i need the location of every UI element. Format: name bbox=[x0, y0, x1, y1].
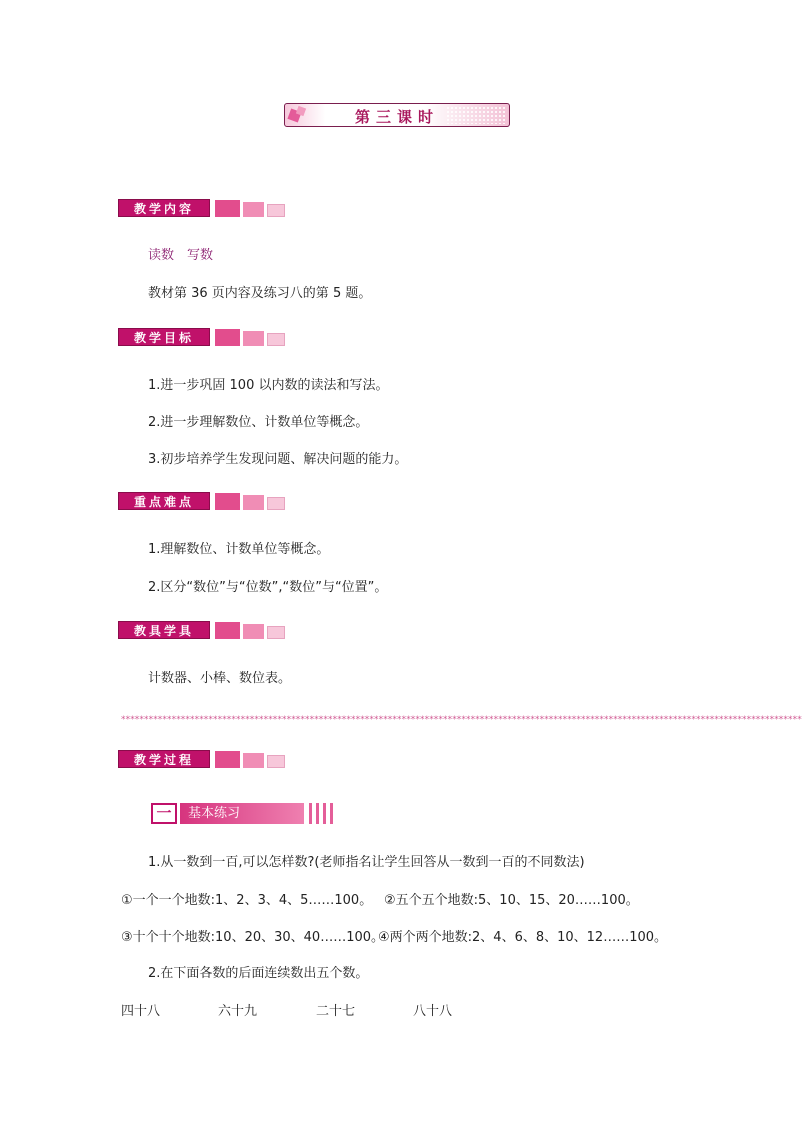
section-heading-label: 教具学具 bbox=[118, 621, 210, 639]
tools-line: 计数器、小棒、数位表。 bbox=[148, 671, 292, 686]
question-2: 2.在下面各数的后面连续数出五个数。 bbox=[148, 966, 369, 981]
counting-method: ③十个十个地数:10、20、30、40……100。 bbox=[121, 930, 385, 945]
heading-square-decoration bbox=[267, 204, 285, 217]
heading-square-decoration bbox=[267, 333, 285, 346]
number-word: 二十七 bbox=[316, 1004, 356, 1019]
section-heading-label: 重点难点 bbox=[118, 492, 210, 510]
section-heading-label: 教学过程 bbox=[118, 750, 210, 768]
section-heading-label: 教学内容 bbox=[118, 199, 210, 217]
number-word: 四十八 bbox=[121, 1004, 161, 1019]
stripe-decoration bbox=[323, 803, 326, 824]
number-word: 八十八 bbox=[413, 1004, 453, 1019]
heading-square-decoration bbox=[215, 622, 240, 639]
stripe-decoration bbox=[309, 803, 312, 824]
goal-item: 2.进一步理解数位、计数单位等概念。 bbox=[148, 415, 369, 430]
goal-item: 3.初步培养学生发现问题、解决问题的能力。 bbox=[148, 452, 408, 467]
keypoint-item: 1.理解数位、计数单位等概念。 bbox=[148, 542, 330, 557]
heading-square-decoration bbox=[267, 755, 285, 768]
lesson-title-banner bbox=[284, 103, 510, 127]
heading-square-decoration bbox=[243, 331, 264, 346]
heading-square-decoration bbox=[243, 624, 264, 639]
heading-square-decoration bbox=[243, 495, 264, 510]
section-heading-label: 教学目标 bbox=[118, 328, 210, 346]
heading-square-decoration bbox=[215, 329, 240, 346]
counting-method: ②五个五个地数:5、10、15、20……100。 bbox=[384, 893, 639, 908]
stripe-decoration bbox=[316, 803, 319, 824]
subsection-title: 基本练习 bbox=[180, 803, 304, 824]
heading-square-decoration bbox=[267, 626, 285, 639]
question-1: 1.从一数到一百,可以怎样数?(老师指名让学生回答从一数到一百的不同数法) bbox=[148, 855, 585, 870]
keypoint-item: 2.区分“数位”与“位数”,“数位”与“位置”。 bbox=[148, 580, 388, 595]
goal-item: 1.进一步巩固 100 以内数的读法和写法。 bbox=[148, 378, 389, 393]
heading-square-decoration bbox=[243, 202, 264, 217]
lesson-title: 第三课时 bbox=[354, 108, 439, 126]
heading-square-decoration bbox=[267, 497, 285, 510]
heading-square-decoration bbox=[215, 751, 240, 768]
counting-method: ①一个一个地数:1、2、3、4、5……100。 bbox=[121, 893, 373, 908]
number-word: 六十九 bbox=[218, 1004, 258, 1019]
heading-square-decoration bbox=[243, 753, 264, 768]
subsection-heading-basic-practice bbox=[151, 803, 334, 824]
counting-method: ④两个两个地数:2、4、6、8、10、12……100。 bbox=[378, 930, 668, 945]
heading-square-decoration bbox=[215, 493, 240, 510]
subsection-number: 一 bbox=[151, 803, 177, 824]
content-topic: 读数 写数 bbox=[148, 248, 214, 263]
content-line: 教材第 36 页内容及练习八的第 5 题。 bbox=[148, 286, 372, 301]
heading-square-decoration bbox=[215, 200, 240, 217]
asterisk-divider: **************************************************************************************************************************************************** bbox=[121, 715, 802, 725]
stripe-decoration bbox=[330, 803, 333, 824]
